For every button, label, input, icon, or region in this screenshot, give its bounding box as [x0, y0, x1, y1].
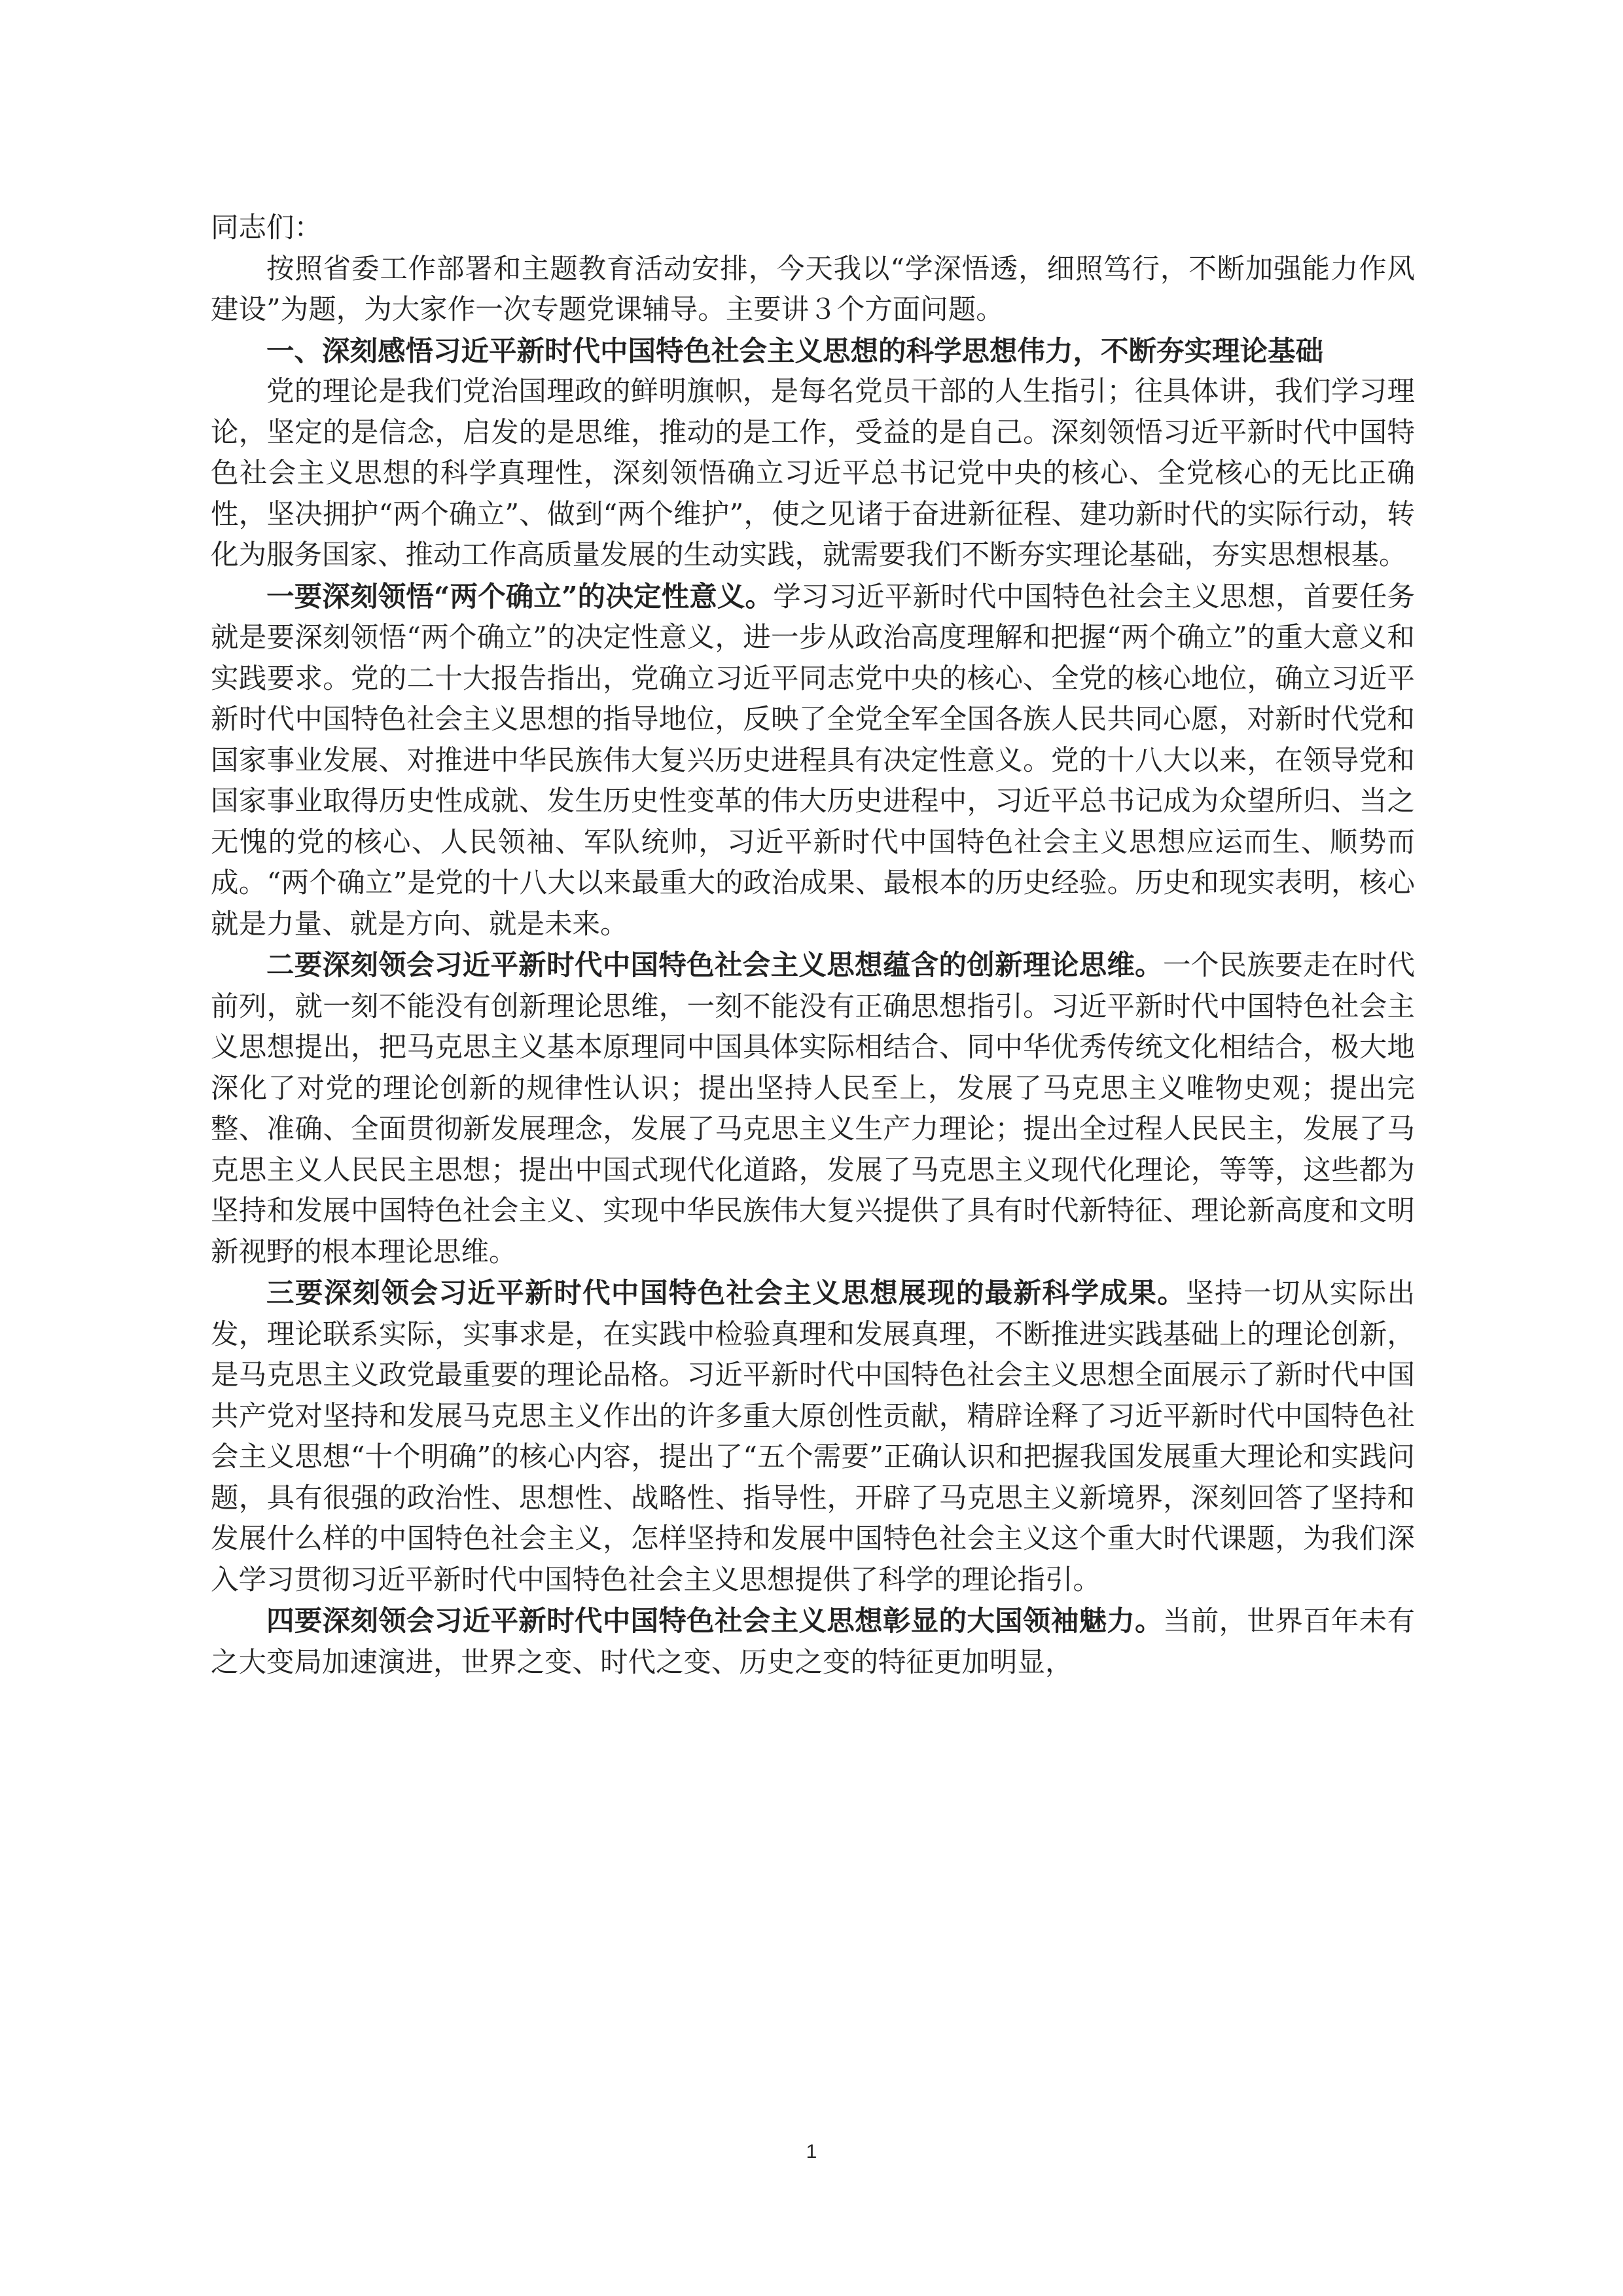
point-lead: 三要深刻领会习近平新时代中国特色社会主义思想展现的最新科学成果。 — [266, 1277, 1186, 1310]
point-lead: 二要深刻领会习近平新时代中国特色社会主义思想蕴含的创新理论思维。 — [266, 949, 1163, 982]
salutation: 同志们： — [211, 212, 323, 244]
point-paragraph — [211, 1273, 1415, 1601]
document-body — [211, 208, 1415, 1683]
point-text: 学习习近平新时代中国特色社会主义思想，首要任务就是要深刻领悟“两个确立”的决定性意义，进一步从政治高度理解和把握“两个确立”的重大意义和实践要求。党的二十大报告指出，党确立习近平同志党中央的核心、全党的核心地位，确立习近平新时代中国特色社会主义思想的指导地位，反映了全党全军全国各族人民共同心愿，对新时代党和国家事业发展、对推进中华民族伟大复兴历史进程具有决定性意义。党的十八大以来，在领导党和国家事业取得历史性成就、发生历史性变革的伟大历史进程中，习近平总书记成为众望所归、当之无愧的党的核心、人民领袖、军队统帅，习近平新时代中国特色社会主义思想应运而生、顺势而成。“两个确立”是党的十八大以来最重大的政治成果、最根本的历史经验。历史和现实表明，核心就是力量、就是方向、就是未来。 — [211, 581, 1415, 941]
point-text: 一个民族要走在时代前列，就一刻不能没有创新理论思维，一刻不能没有正确思想指引。习近平新时代中国特色社会主义思想提出，把马克思主义基本原理同中国具体实际相结合、同中华优秀传统文化相结合，极大地深化了对党的理论创新的规律性认识；提出坚持人民至上，发展了马克思主义唯物史观；提出完整、准确、全面贯彻新发展理念，发展了马克思主义生产力理论；提出全过程人民民主，发展了马克思主义人民民主思想；提出中国式现代化道路，发展了马克思主义现代化理论，等等，这些都为坚持和发展中国特色社会主义、实现中华民族伟大复兴提供了具有时代新特征、理论新高度和文明新视野的根本理论思维。 — [211, 950, 1415, 1268]
point-lead: 四要深刻领会习近平新时代中国特色社会主义思想彰显的大国领袖魅力。 — [266, 1605, 1163, 1638]
section-intro-paragraph: 党的理论是我们党治国理政的鲜明旗帜，是每名党员干部的人生指引；往具体讲，我们学习理论，坚定的是信念，启发的是思维，推动的是工作，受益的是自己。深刻领悟习近平新时代中国特色社会主义思想的科学真理性，深刻领悟确立习近平总书记党中央的核心、全党核心的无比正确性，坚决拥护“两个确立”、做到“两个维护”，使之见诸于奋进新征程、建功新时代的实际行动，转化为服务国家、推动工作高质量发展的生动实践，就需要我们不断夯实理论基础，夯实思想根基。 — [211, 376, 1415, 571]
page-number: 1 — [806, 2141, 817, 2162]
section-heading: 一、深刻感悟习近平新时代中国特色社会主义思想的科学思想伟力，不断夯实理论基础 — [266, 334, 1324, 368]
intro-paragraph: 按照省委工作部署和主题教育活动安排，今天我以“学深悟透，细照笃行，不断加强能力作风建设”为题，为大家作一次专题党课辅导。主要讲３个方面问题。 — [211, 253, 1415, 326]
point-paragraph — [211, 1601, 1415, 1683]
point-paragraph — [211, 945, 1415, 1273]
point-text: 坚持一切从实际出发，理论联系实际，实事求是，在实践中检验真理和发展真理，不断推进实践基础上的理论创新，是马克思主义政党最重要的理论品格。习近平新时代中国特色社会主义思想全面展示了新时代中国共产党对坚持和发展马克思主义作出的许多重大原创性贡献，精辟诠释了习近平新时代中国特色社会主义思想“十个明确”的核心内容，提出了“五个需要”正确认识和把握我国发展重大理论和实践问题，具有很强的政治性、思想性、战略性、指导性，开辟了马克思主义新境界，深刻回答了坚持和发展什么样的中国特色社会主义，怎样坚持和发展中国特色社会主义这个重大时代课题，为我们深入学习贯彻习近平新时代中国特色社会主义思想提供了科学的理论指引。 — [211, 1278, 1415, 1596]
point-lead: 一要深刻领悟“两个确立”的决定性意义。 — [266, 580, 774, 613]
point-text: 当前，世界百年未有之大变局加速演进，世界之变、时代之变、历史之变的特征更加明显， — [211, 1605, 1415, 1679]
point-paragraph — [211, 577, 1415, 946]
